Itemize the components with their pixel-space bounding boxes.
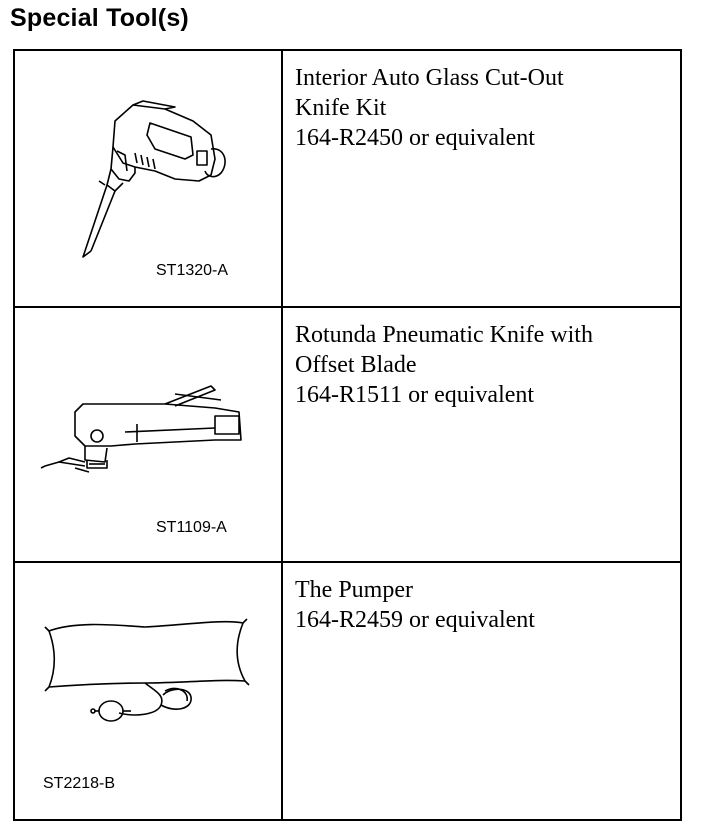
tool-row xyxy=(15,51,680,308)
tool-description xyxy=(283,51,680,306)
tool-name-line: Knife Kit xyxy=(295,95,387,121)
tool-name-line: Rotunda Pneumatic Knife with xyxy=(295,322,593,348)
cut-out-knife-illustration xyxy=(15,51,281,306)
tool-part-number: 164-R2459 or equivalent xyxy=(295,607,535,633)
tool-row xyxy=(15,308,680,563)
tool-part-number: 164-R2450 or equivalent xyxy=(295,125,535,151)
special-tools-table xyxy=(13,49,682,821)
tool-code: ST2218-B xyxy=(43,775,116,792)
tool-name-line: Interior Auto Glass Cut-Out xyxy=(295,65,564,91)
tool-image-cell xyxy=(15,51,283,306)
tool-row xyxy=(15,563,680,819)
tool-image-cell xyxy=(15,563,283,819)
tool-image-cell xyxy=(15,308,283,561)
tool-name-line: The Pumper xyxy=(295,577,413,603)
tool-description xyxy=(283,563,680,819)
tool-description xyxy=(283,308,680,561)
tool-code: ST1109-A xyxy=(156,519,227,536)
tool-part-number: 164-R1511 or equivalent xyxy=(295,382,535,408)
tool-name-line: Offset Blade xyxy=(295,352,417,378)
tool-code: ST1320-A xyxy=(156,262,229,279)
pneumatic-knife-illustration xyxy=(15,308,281,561)
page-title: Special Tool(s) xyxy=(10,4,189,32)
